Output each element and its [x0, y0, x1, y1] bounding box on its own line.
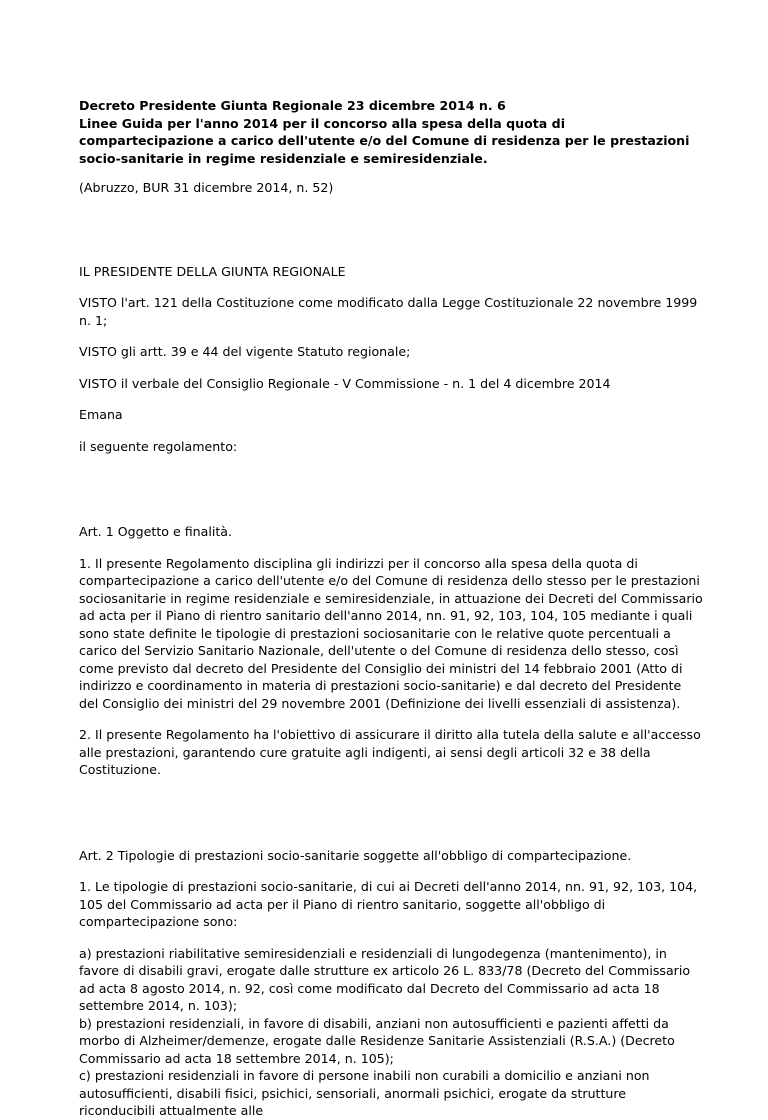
list-item-b: b) prestazioni residenziali, in favore di disabili, anziani non autosufficienti e pazienti affetti da morbo di Alzheimer/demenze, erogate dalle Residenze Sanitarie Assistenziali (R.S.A.) (Decreto Commissario ad acta 18 settembre 2014, n. 105); [79, 1015, 675, 1066]
source-reference: (Abruzzo, BUR 31 dicembre 2014, n. 52) [79, 180, 334, 195]
regolamento-intro: il seguente regolamento: [79, 438, 238, 454]
article-1-title: Art. 1 Oggetto e finalità. [79, 524, 233, 539]
title-line-decree: Decreto Presidente Giunta Regionale 23 dicembre 2014 n. 6 [79, 98, 506, 113]
list-item-a: a) prestazioni riabilitative semiresidenziali e residenziali di lungodegenza (mantenimento), in favore di disabili gravi, erogate dalle strutture ex articolo 26 L. 833/78 (Decreto del Commissario ad acta 8 agosto 2014, n. 92, così come modificato dal Decreto del Commissario ad acta 18 settembre 2014, n. 103); [79, 945, 691, 1013]
title-line-subject: Linee Guida per l'anno 2014 per il concorso alla spesa della quota di compartecipazione a carico dell'utente e/o del Comune di residenza per le prestazioni socio-sanitarie in regime residenziale e semiresidenziale. [79, 115, 690, 166]
article-1-paragraph-2: 2. Il presente Regolamento ha l'obiettivo di assicurare il diritto alla tutela della salute e all'accesso alle prestazioni, garantendo cure gratuite agli indigenti, ai sensi degli articoli 32 e 38 della Costituzione. [79, 727, 701, 777]
article-2-paragraph-1: 1. Le tipologie di prestazioni socio-sanitarie, di cui ai Decreti dell'anno 2014, nn. 91, 92, 103, 104, 105 del Commissario ad acta per il Piano di rientro sanitario, soggette all'obbligo di compartecipazione sono: [79, 879, 698, 929]
article-2-title: Art. 2 Tipologie di prestazioni socio-sanitarie soggette all'obbligo di compartecipazione. [79, 847, 632, 863]
visto-paragraph-3: VISTO il verbale del Consiglio Regionale - V Commissione - n. 1 del 4 dicembre 2014 [79, 375, 611, 391]
article-2-list [79, 945, 704, 1120]
emana-text: Emana [79, 407, 123, 422]
document-title [79, 97, 704, 167]
visto-paragraph-1: VISTO l'art. 121 della Costituzione come modificato dalla Legge Costituzionale 22 novembre 1999 n. 1; [79, 295, 698, 328]
list-item-c: c) prestazioni residenziali in favore di persone inabili non curabili a domicilio e anziani non autosufficienti, disabili fisici, psichici, sensoriali, anormali psichici, erogate da strutture riconducibili attualmente alle [79, 1068, 650, 1118]
article-1-paragraph-1: 1. Il presente Regolamento disciplina gli indirizzi per il concorso alla spesa della quota di compartecipazione a carico dell'utente e/o del Comune di residenza dello stesso per le prestazioni sociosanitarie in regime residenziale e semiresidenziale, in attuazione dei Decreti del Commissario ad acta per il Piano di rientro sanitario dell'anno 2014, nn. 91, 92, 103, 104, 105 mediante i quali sono state definite le tipologie di prestazioni sociosanitarie con le relative quote percentuali a carico del Servizio Sanitario Nazionale, dell'utente o del Comune di residenza dello stesso, così come previsto dal decreto del Presidente del Consiglio dei ministri del 14 febbraio 2001 (Atto di indirizzo e coordinamento in materia di prestazioni socio-sanitarie) e dal decreto del Presidente del Consiglio dei ministri del 29 novembre 2001 (Definizione dei livelli essenziali di assistenza). [79, 555, 703, 711]
authority-heading: IL PRESIDENTE DELLA GIUNTA REGIONALE [79, 263, 346, 279]
document-page [79, 97, 704, 1120]
visto-paragraph-2: VISTO gli artt. 39 e 44 del vigente Statuto regionale; [79, 344, 411, 359]
